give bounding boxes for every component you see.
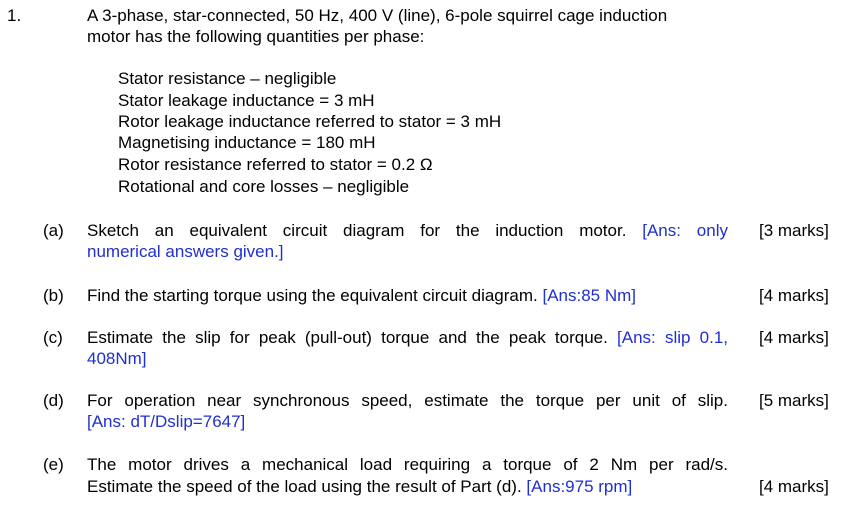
- part-e-text: Estimate the speed of the load using the result of Part (d).: [87, 477, 522, 496]
- part-a-answer: [Ans: only: [642, 221, 728, 240]
- part-d-marks: [5 marks]: [759, 391, 829, 410]
- part-a-line1: [87, 220, 728, 241]
- part-d-line1: For operation near synchronous speed, estimate the torque per unit of slip.: [87, 391, 728, 410]
- part-b-answer: [Ans:85 Nm]: [542, 286, 637, 305]
- question-intro-line2: motor has the following quantities per phase:: [87, 27, 425, 46]
- question-intro-line1: A 3-phase, star-connected, 50 Hz, 400 V (line), 6-pole squirrel cage induction: [87, 6, 668, 25]
- quantity-stator-leakage: Stator leakage inductance = 3 mH: [118, 91, 375, 110]
- part-d-answer: [Ans: dT/Dslip=7647]: [87, 412, 246, 431]
- part-c-answer: [Ans: slip 0.1,: [617, 328, 728, 347]
- part-a-marks: [3 marks]: [759, 221, 829, 240]
- part-a-answer-cont: numerical answers given.]: [87, 242, 284, 261]
- part-c-label: (c): [43, 328, 63, 347]
- question-number: 1.: [7, 6, 22, 25]
- quantity-losses: Rotational and core losses – negligible: [118, 177, 410, 196]
- part-e-label: (e): [43, 455, 64, 474]
- quantity-rotor-resistance: Rotor resistance referred to stator = 0.2 Ω: [118, 155, 433, 174]
- part-e-marks: [4 marks]: [759, 477, 829, 496]
- part-c-marks: [4 marks]: [759, 328, 829, 347]
- part-b-marks: [4 marks]: [759, 286, 829, 305]
- quantity-magnetising: Magnetising inductance = 180 mH: [118, 133, 376, 152]
- part-c-line1: [87, 327, 728, 348]
- quantity-stator-resistance: Stator resistance – negligible: [118, 69, 337, 88]
- part-c-text: Estimate the slip for peak (pull-out) torque and the peak torque.: [87, 328, 608, 347]
- part-a-text: Sketch an equivalent circuit diagram for the induction motor.: [87, 221, 627, 240]
- part-c-answer-cont: 408Nm]: [87, 349, 147, 368]
- part-e-answer: [Ans:975 rpm]: [526, 477, 633, 496]
- part-b-line: [87, 285, 636, 306]
- part-e-line2: [87, 476, 632, 497]
- part-b-label: (b): [43, 286, 64, 305]
- part-e-line1: The motor drives a mechanical load requiring a torque of 2 Nm per rad/s.: [87, 455, 728, 474]
- quantity-rotor-leakage: Rotor leakage inductance referred to stator = 3 mH: [118, 112, 502, 131]
- part-b-text: Find the starting torque using the equivalent circuit diagram.: [87, 286, 538, 305]
- part-a-label: (a): [43, 221, 64, 240]
- part-d-label: (d): [43, 391, 64, 410]
